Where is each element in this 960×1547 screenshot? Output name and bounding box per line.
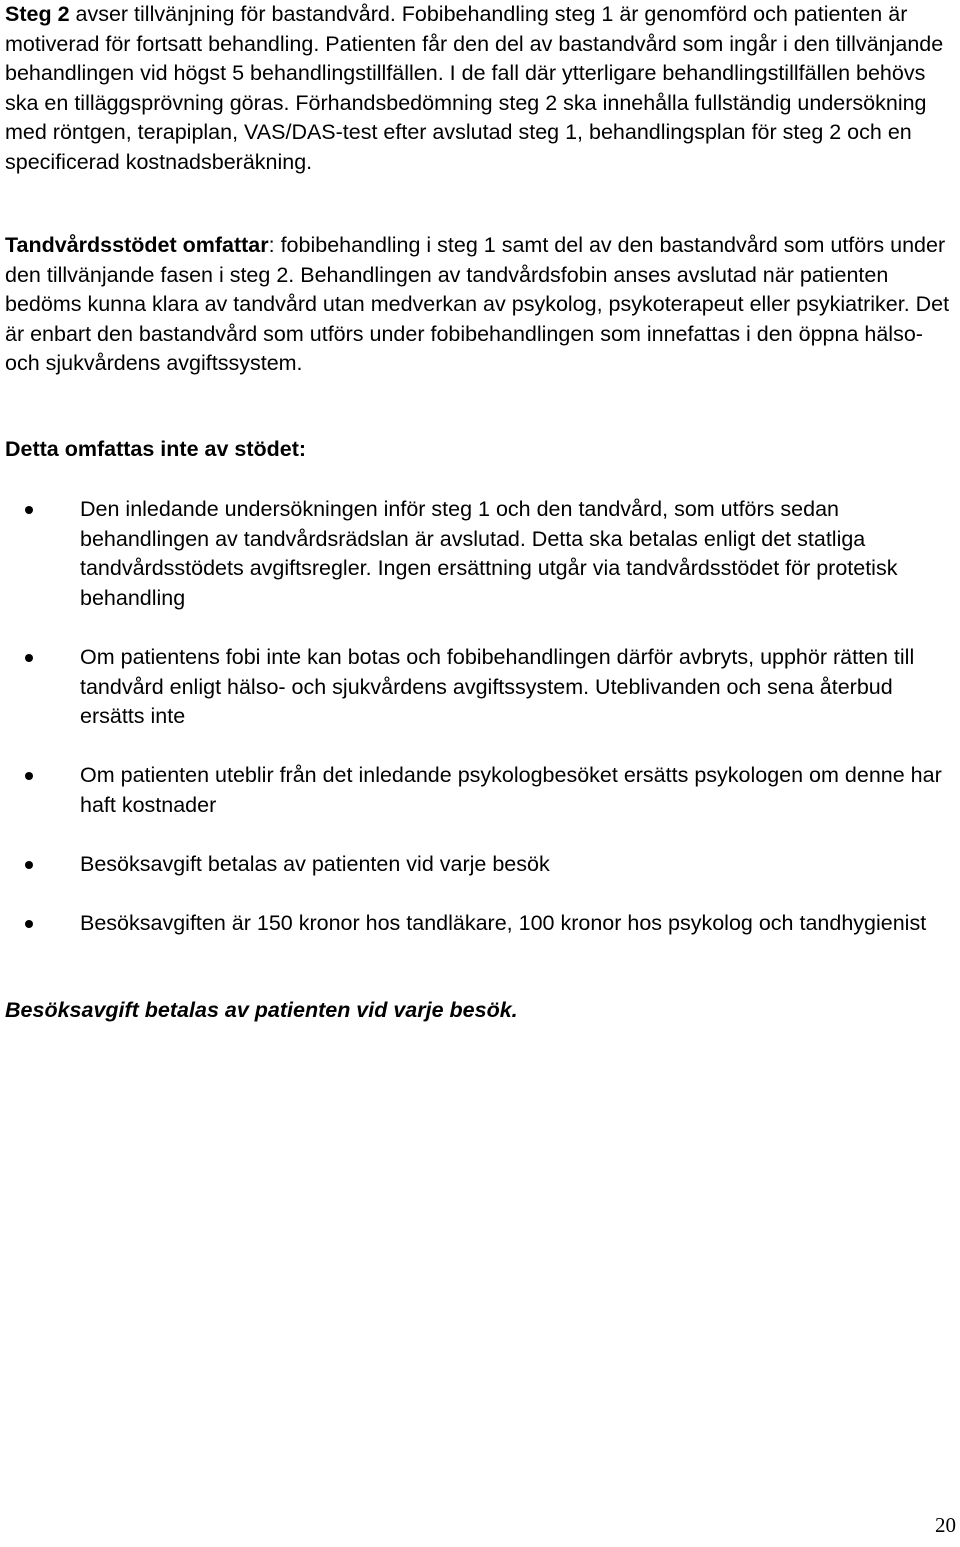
paragraph-steg-2 [5,0,953,178]
paragraph-tandvardsstodet [5,231,953,379]
list-item [5,909,960,939]
list-item-text: Om patientens fobi inte kan botas och fobibehandlingen därför avbryts, upphör rätten till tandvård enligt hälso- och sjukvårdens avgiftssystem. Uteblivanden och sena återbud ersätts inte [80,645,915,729]
page-number: 20 [935,1513,956,1537]
list-item-text: Om patienten uteblir från det inledande psykologbesöket ersätts psykologen om denne har haft kostnader [80,763,942,817]
section-heading: Detta omfattas inte av stödet: [5,437,307,461]
bullet-icon [25,920,33,928]
closing-note: Besöksavgift betalas av patienten vid varje besök. [5,998,518,1022]
list-item [5,495,960,613]
list-item [5,643,960,732]
bullet-icon [25,506,33,514]
paragraph-text: avser tillvänjning för bastandvård. Fobibehandling steg 1 är genomförd och patienten är motiverad för fortsatt behandling. Patienten får den del av bastandvård som ingår i den tillvänjande behandlingen vid högst 5 behandlingstillfällen. I de fall där ytterligare behandlingstillfällen behövs ska en tilläggsprövning göras. Förhandsbedömning steg 2 ska innehålla fullständig undersökning med röntgen, terapiplan, VAS/DAS-test efter avslutad steg 1, behandlingsplan för steg 2 och en specificerad kostnadsberäkning. [5,2,944,174]
paragraph-text: : fobibehandling i steg 1 samt del av den bastandvård som utförs under den tillvänjande fasen i steg 2. Behandlingen av tandvårdsfobin anses avslutad när patienten bedöms kunna klara av tandvård utan medverkan av psykolog, psykoterapeut eller psykiatriker. Det är enbart den bastandvård som utförs under fobibehandlingen som innefattas i den öppna hälso- och sjukvårdens avgiftssystem. [5,233,950,376]
list-item-text: Besöksavgift betalas av patienten vid varje besök [80,852,550,876]
bullet-icon [25,861,33,869]
list-item [5,850,960,880]
paragraph-lead: Tandvårdsstödet omfattar [5,233,269,257]
list-item-text: Den inledande undersökningen inför steg 1 och den tandvård, som utförs sedan behandlingen av tandvårdsrädslan är avslutad. Detta ska betalas enligt det statliga tandvårdsstödets avgiftsregler. Ingen ersättning utgår via tandvårdsstödet för protetisk behandling [80,497,898,610]
list-item-text: Besöksavgiften är 150 kronor hos tandläkare, 100 kronor hos psykolog och tandhygienist [80,911,927,935]
paragraph-lead: Steg 2 [5,2,70,26]
bullet-icon [25,772,33,780]
list-item [5,761,960,820]
bullet-icon [25,654,33,662]
